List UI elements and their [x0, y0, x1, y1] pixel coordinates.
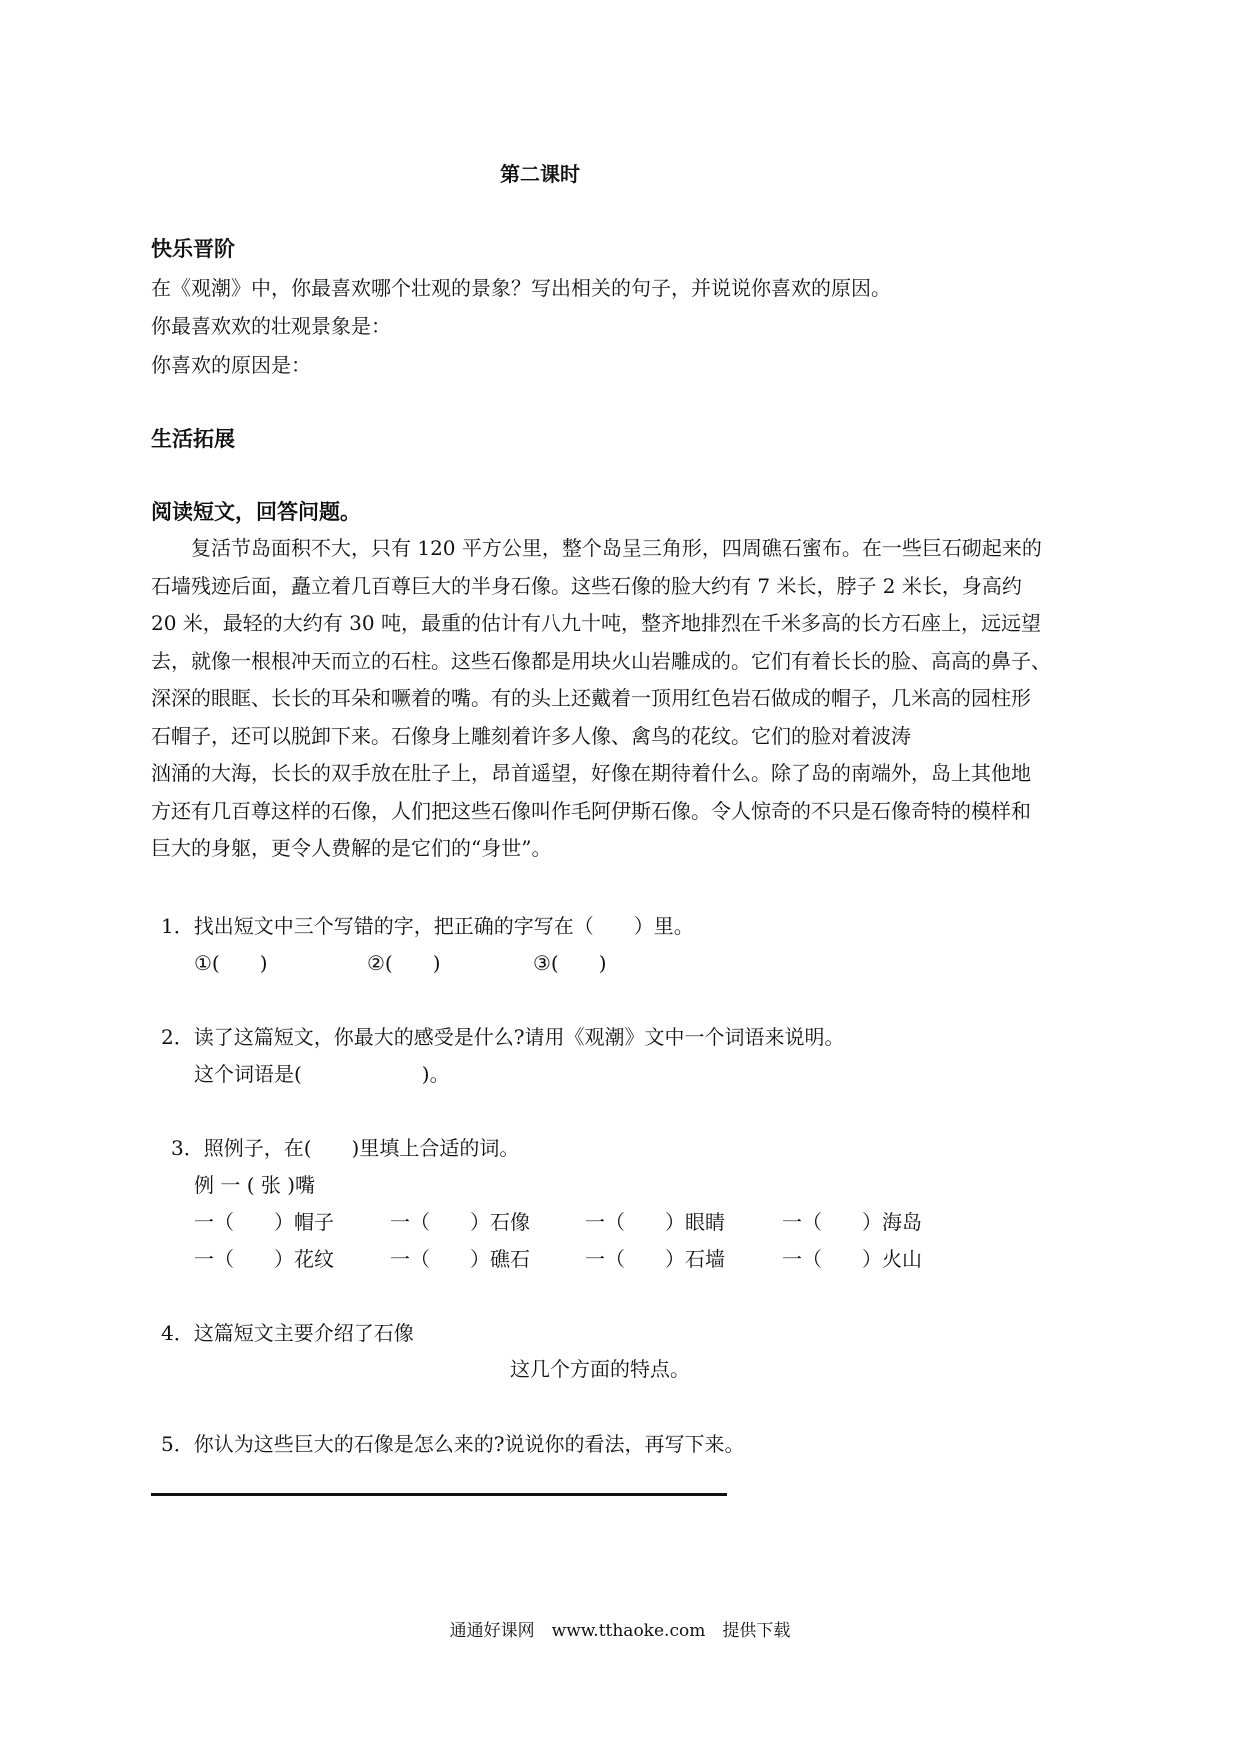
question-2: 2．读了这篇短文，你最大的感受是什么?请用《观潮》文中一个词语来说明。 — [161, 1025, 845, 1049]
favorite-scene-label: 你最喜欢欢的壮观景象是： — [151, 314, 391, 338]
q3-blank-item: 一（ ）海岛 — [782, 1210, 922, 1234]
question-4: 4．这篇短文主要介绍了石像 — [161, 1321, 414, 1345]
q3-example: 例 一 ( 张 )嘴 — [194, 1173, 316, 1197]
passage-line: 复活节岛面积不大，只有 120 平方公里，整个岛呈三角形，四周礁石蜜布。在一些巨石砌起来的 — [151, 536, 1042, 560]
passage-line: 去，就像一根根冲天而立的石柱。这些石像都是用块火山岩雕成的。它们有着长长的脸、高高的鼻子、 — [151, 648, 1051, 673]
q3-blank-item: 一（ ）火山 — [782, 1247, 922, 1271]
passage-line: 石墙残迹后面，矗立着几百尊巨大的半身石像。这些石像的脸大约有 7 米长，脖子 2 米长，身高约 — [151, 573, 1022, 598]
q2-answer-blank: 这个词语是( )。 — [194, 1062, 450, 1086]
q1-answer-blank-3: ③( ) — [533, 951, 607, 975]
answer-line — [151, 1493, 727, 1496]
footer-credit: 通通好课网 www.tthaoke.com 提供下载 — [449, 1621, 791, 1641]
q1-answer-blank-1: ①( ) — [194, 951, 268, 975]
question-5: 5．你认为这些巨大的石像是怎么来的?说说你的看法，再写下来。 — [161, 1432, 745, 1456]
q3-blank-item: 一（ ）石像 — [390, 1210, 530, 1234]
section-heading-life-extension: 生活拓展 — [151, 426, 235, 451]
passage-line: 巨大的身躯，更令人费解的是它们的“身世”。 — [151, 836, 552, 860]
section1-prompt: 在《观潮》中，你最喜欢哪个壮观的景象？写出相关的句子，并说说你喜欢的原因。 — [151, 276, 891, 300]
q3-blank-item: 一（ ）眼睛 — [585, 1210, 725, 1234]
question-1: 1．找出短文中三个写错的字，把正确的字写在（ ）里。 — [161, 914, 694, 938]
section-heading-happy-progress: 快乐晋阶 — [151, 236, 235, 261]
passage-line: 石帽子，还可以脱卸下来。石像身上雕刻着许多人像、禽鸟的花纹。它们的脸对着波涛 — [151, 723, 911, 748]
q1-answer-blank-2: ②( ) — [367, 951, 441, 975]
q3-blank-item: 一（ ）礁石 — [390, 1247, 530, 1271]
question-4-continuation: 这几个方面的特点。 — [510, 1357, 690, 1381]
passage-line: 汹涌的大海，长长的双手放在肚子上，昂首遥望，好像在期待着什么。除了岛的南端外，岛上其他地 — [151, 761, 1031, 785]
q3-blank-item: 一（ ）石墙 — [585, 1247, 725, 1271]
passage-line: 20 米，最轻的大约有 30 吨，最重的估计有八九十吨，整齐地排烈在千米多高的长方石座上，远远望 — [151, 611, 1041, 635]
q3-blank-item: 一（ ）花纹 — [194, 1247, 334, 1271]
reading-instruction: 阅读短文，回答问题。 — [151, 499, 361, 524]
passage-line: 深深的眼眶、长长的耳朵和噘着的嘴。有的头上还戴着一顶用红色岩石做成的帽子，几米高的园柱形 — [151, 686, 1031, 710]
reason-label: 你喜欢的原因是： — [151, 353, 311, 377]
page-title: 第二课时 — [500, 162, 580, 186]
question-3: 3．照例子，在( )里填上合适的词。 — [171, 1136, 520, 1160]
passage-line: 方还有几百尊这样的石像，人们把这些石像叫作毛阿伊斯石像。令人惊奇的不只是石像奇特的模样和 — [151, 798, 1031, 823]
reading-passage — [151, 530, 1111, 868]
q3-blank-item: 一（ ）帽子 — [194, 1210, 334, 1234]
